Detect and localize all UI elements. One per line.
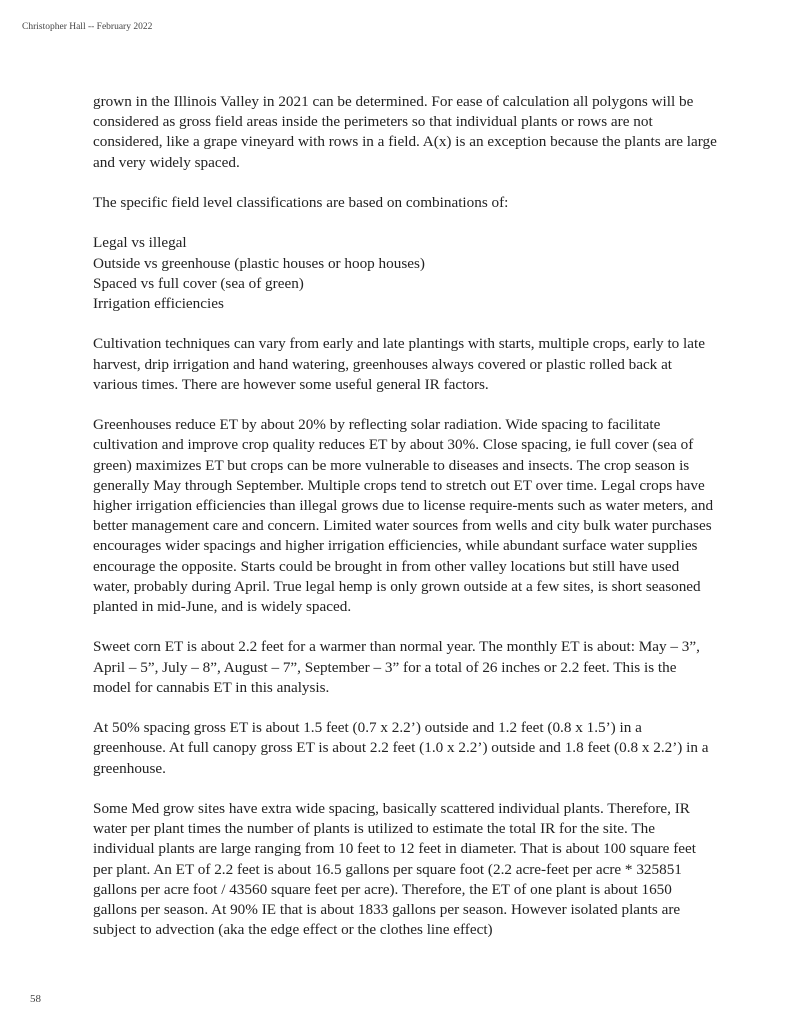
paragraph-cultivation-techniques: Cultivation techniques can vary from early and late plantings with starts, multiple crops, early to late harvest, drip irrigation and hand watering, greenhouses always covered or plastic rolled back at various times. There are however some useful general IR factors. [93,335,705,393]
page-body [93,92,718,940]
paragraph-spacing-et: At 50% spacing gross ET is about 1.5 feet (0.7 x 2.2’) outside and 1.2 feet (0.8 x 1.5’) in a greenhouse. At full canopy gross ET is about 2.2 feet (1.0 x 2.2’) outside and 1.8 feet (0.8 x 2.2’) in a greenhouse. [93,719,709,777]
paragraph-polygons: grown in the Illinois Valley in 2021 can be determined. For ease of calculation all polygons will be considered as gross field areas inside the perimeters so that individual plants or rows are not considered, like a grape vineyard with rows in a field. A(x) is an exception because the plants are large and very widely spaced. [93,93,717,171]
paragraph-greenhouse-et: Greenhouses reduce ET by about 20% by reflecting solar radiation. Wide spacing to facilitate cultivation and improve crop quality reduces ET by about 30%. Close spacing, ie full cover (sea of green) maximizes ET but crops can be more vulnerable to diseases and insects. The crop season is generally May through September. Multiple crops tend to stretch out ET over time. Legal crops have higher irrigation efficiencies than illegal grows due to license require-ments such as water meters, and better management care and concern. Limited water sources from wells and city bulk water purchases encourages wider spacings and higher irrigation efficiencies, while abundant surface water supplies encourage the opposite. Starts could be brought in from other valley locations but still have used water, probably during April. True legal hemp is only grown outside at a few sites, is short seasoned planted in mid-June, and is widely spaced. [93,416,714,616]
page-number: 58 [30,993,41,1005]
list-item: Outside vs greenhouse (plastic houses or hoop houses) [93,254,425,272]
classification-list [93,233,718,314]
paragraph-med-grow-sites: Some Med grow sites have extra wide spacing, basically scattered individual plants. Therefore, IR water per plant times the number of plants is utilized to estimate the total IR for the site. The individual plants are large ranging from 10 feet to 12 feet in diameter. That is about 100 square feet per plant. An ET of 2.2 feet is about 16.5 gallons per square foot (2.2 acre-feet per acre * 325851 gallons per acre foot / 43560 square feet per acre). Therefore, the ET of one plant is about 1650 gallons per season. At 90% IE that is about 1833 gallons per season. However isolated plants are subject to advection (aka the edge effect or the clothes line effect) [93,800,696,939]
paragraph-sweet-corn-et: Sweet corn ET is about 2.2 feet for a warmer than normal year. The monthly ET is about: May – 3”, April – 5”, July – 8”, August – 7”, September – 3” for a total of 26 inches or 2.2 feet. This is the model for cannabis ET in this analysis. [93,638,700,696]
running-header: Christopher Hall -- February 2022 [22,22,153,32]
list-item: Irrigation efficiencies [93,295,224,312]
list-item: Spaced vs full cover (sea of green) [93,274,304,292]
paragraph-classification-intro: The specific field level classifications are based on combinations of: [93,194,509,211]
list-item: Legal vs illegal [93,234,187,252]
